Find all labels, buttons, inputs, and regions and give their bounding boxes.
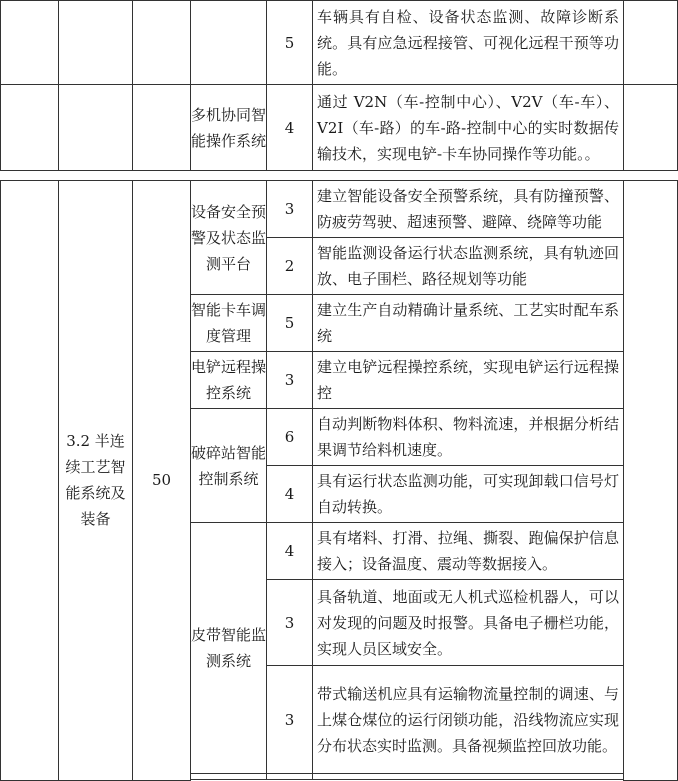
description-cell: 具有堵料、打滑、拉绳、撕裂、跑偏保护信息接入；设备温度、震动等数据接入。: [313, 523, 624, 580]
points-cell: 3: [267, 352, 313, 409]
points-cell: 3: [267, 181, 313, 238]
table-row: [1, 1, 678, 85]
description-cell: 自动判断物料体积、物料流速，并根据分析结果调节给料机速度。: [313, 409, 624, 466]
description-cell: 具有运行状态监测功能，可实现卸载口信号灯自动转换。: [313, 466, 624, 523]
points-cell: 4: [267, 85, 313, 171]
item-cell: 皮带智能监测系统: [191, 523, 267, 774]
item-cell: 多机协同智能操作系统: [191, 85, 267, 171]
blank-cell: [624, 181, 678, 781]
points-cell: 3: [267, 666, 313, 774]
item-cell: 设备安全预警及状态监测平台: [191, 181, 267, 295]
points-cell: 2: [267, 238, 313, 295]
blank-cell: [624, 1, 678, 85]
points-cell: 4: [267, 523, 313, 580]
item-cell: 电铲远程操控系统: [191, 352, 267, 409]
points-cell: 5: [267, 1, 313, 85]
blank-cell: [59, 85, 133, 171]
item-cell: 智能卡车调度管理: [191, 295, 267, 352]
description-cell: 智能监测设备运行状态监测系统，具有轨迹回放、电子围栏、路径规划等功能: [313, 238, 624, 295]
blank-cell: [191, 780, 267, 781]
description-cell: 建立智能设备安全预警系统，具有防撞预警、防疲劳驾驶、超速预警、避障、绕障等功能: [313, 181, 624, 238]
blank-cell: [1, 181, 59, 781]
blank-cell: [133, 85, 191, 171]
description-cell: 建立生产自动精确计量系统、工艺实时配车系统: [313, 295, 624, 352]
points-cell: 3: [267, 580, 313, 666]
blank-cell: [624, 85, 678, 171]
blank-cell: [191, 1, 267, 85]
score-cell: 50: [133, 181, 191, 781]
blank-cell: [267, 780, 313, 781]
points-cell: 4: [267, 466, 313, 523]
blank-cell: [133, 1, 191, 85]
blank-cell: [313, 780, 624, 781]
blank-cell: [1, 85, 59, 171]
description-cell: 建立电铲远程操控系统，实现电铲运行远程操控: [313, 352, 624, 409]
description-cell: 通过 V2N（车-控制中心）、V2V（车-车）、V2I（车-路）的车-路-控制中心的实时数据传输技术，实现电铲-卡车协同操作等功能。。: [313, 85, 624, 171]
blank-cell: [1, 1, 59, 85]
blank-cell: [59, 1, 133, 85]
description-cell: 具备轨道、地面或无人机式巡检机器人，可以对发现的问题及时报警。具备电子栅栏功能，实现人员区域安全。: [313, 580, 624, 666]
description-cell: 车辆具有自检、设备状态监测、故障诊断系统。具有应急远程接管、可视化远程干预等功能。: [313, 1, 624, 85]
description-cell: 带式输送机应具有运输物流量控制的调速、与上煤仓煤位的运行闭锁功能，沿线物流应实现分布状态实时监测。具备视频监控回放功能。: [313, 666, 624, 774]
table-row: [1, 181, 678, 238]
points-cell: 5: [267, 295, 313, 352]
table-row: [1, 85, 678, 171]
points-cell: 6: [267, 409, 313, 466]
section-cell: 3.2 半连续工艺智能系统及装备: [59, 181, 133, 781]
requirements-table-top: [0, 0, 678, 171]
requirements-table-main: [0, 180, 678, 781]
item-cell: 破碎站智能控制系统: [191, 409, 267, 523]
